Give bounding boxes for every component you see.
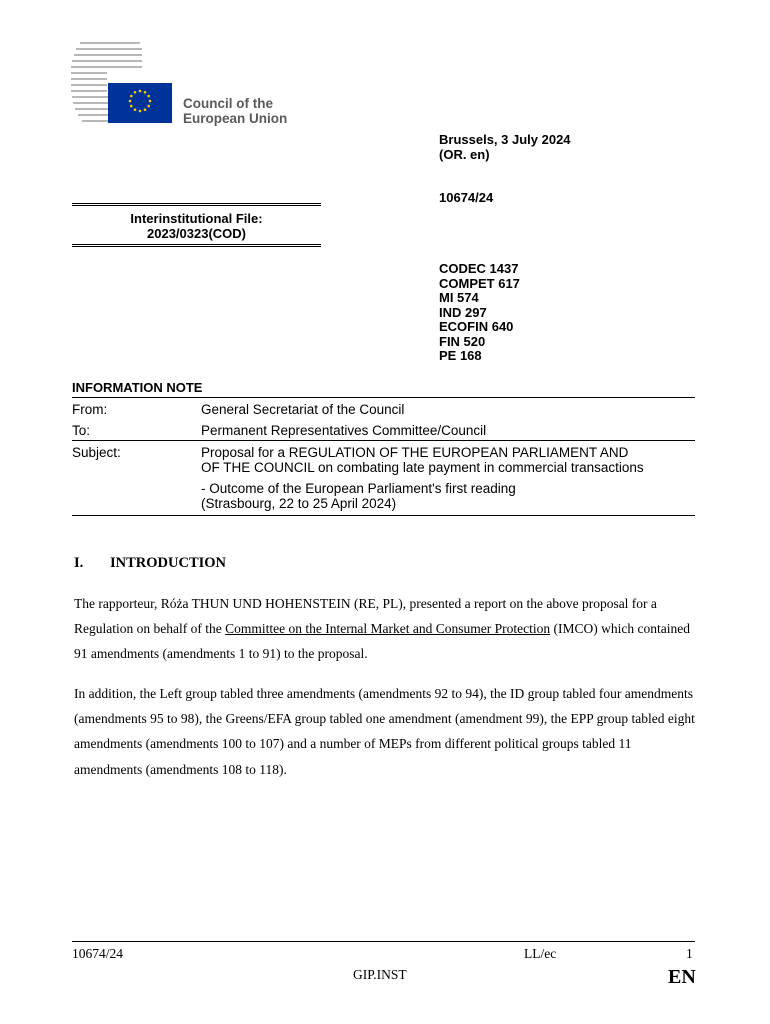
footer-rule [72, 941, 695, 942]
interinstitutional-value: 2023/0323(COD) [147, 226, 246, 241]
classification-codes [439, 262, 520, 364]
note-rule-middle [72, 440, 695, 441]
eu-flag [108, 83, 172, 123]
interinstitutional-label: Interinstitutional File: [130, 211, 263, 226]
paragraph-2: In addition, the Left group tabled three amendments (amendments 92 to 94), the ID group tabled four amendments (amendments 95 to 98), the Greens/EFA group tabled one amendment (amendment 99), the EPP group tabled eight amendments (amendments 100 to 107) and a number of MEPs from different political groups tabled 11 amendments (amendments 108 to 118). [74, 686, 695, 777]
note-rule-top [72, 397, 695, 398]
doc-number: 10674/24 [439, 190, 494, 205]
date-block [439, 132, 571, 162]
org-name-line2: European Union [183, 111, 288, 126]
note-title: INFORMATION NOTE [72, 380, 203, 395]
note-rule-bottom [72, 515, 695, 516]
code-item: COMPET 617 [439, 275, 520, 291]
subject-line: Proposal for a REGULATION OF THE EUROPEAN PARLIAMENT AND [201, 445, 629, 460]
paragraph-1-text-b: (IMCO) which contained 91 amendments (amendments 1 to 91) to the proposal. [74, 621, 690, 662]
committee-link[interactable]: Committee on the Internal Market and Consumer Protection [225, 621, 551, 637]
to-label: To: [72, 423, 91, 438]
from-label: From: [72, 402, 108, 417]
code-item: PE 168 [439, 348, 482, 363]
from-value: General Secretariat of the Council [201, 402, 405, 417]
paragraph-1 [74, 591, 699, 667]
subject-line: - Outcome of the European Parliament's first reading [201, 481, 516, 496]
footer-department: GIP.INST [353, 967, 407, 982]
subject-label: Subject: [72, 445, 121, 460]
footer-page-number: 1 [686, 946, 693, 961]
doc-language: (OR. en) [439, 147, 490, 162]
code-item: ECOFIN 640 [439, 319, 514, 334]
council-eu-logo [70, 40, 180, 126]
to-value: Permanent Representatives Committee/Council [201, 423, 487, 438]
subject-value [201, 445, 695, 511]
section-number: I. [74, 555, 84, 571]
code-item: CODEC 1437 [439, 261, 519, 276]
paragraph-1-text-a: The rapporteur, Róża THUN UND HOHENSTEIN (RE, PL), presented a report on the above proposal for a Regulation on behalf of the [74, 596, 657, 637]
footer-initials: LL/ec [524, 946, 557, 961]
interinstitutional-file-box [72, 203, 321, 247]
code-item: IND 297 [439, 304, 487, 320]
org-name [183, 96, 287, 126]
doc-date: Brussels, 3 July 2024 [439, 132, 571, 147]
subject-line: (Strasbourg, 22 to 25 April 2024) [201, 496, 397, 511]
org-name-line1: Council of the [183, 96, 273, 111]
section-title: INTRODUCTION [110, 555, 227, 571]
code-item: MI 574 [439, 290, 479, 305]
footer-doc-number: 10674/24 [72, 946, 124, 961]
subject-line: OF THE COUNCIL on combating late payment in commercial transactions [201, 460, 644, 475]
code-item: FIN 520 [439, 333, 486, 349]
footer-language: EN [668, 966, 696, 988]
